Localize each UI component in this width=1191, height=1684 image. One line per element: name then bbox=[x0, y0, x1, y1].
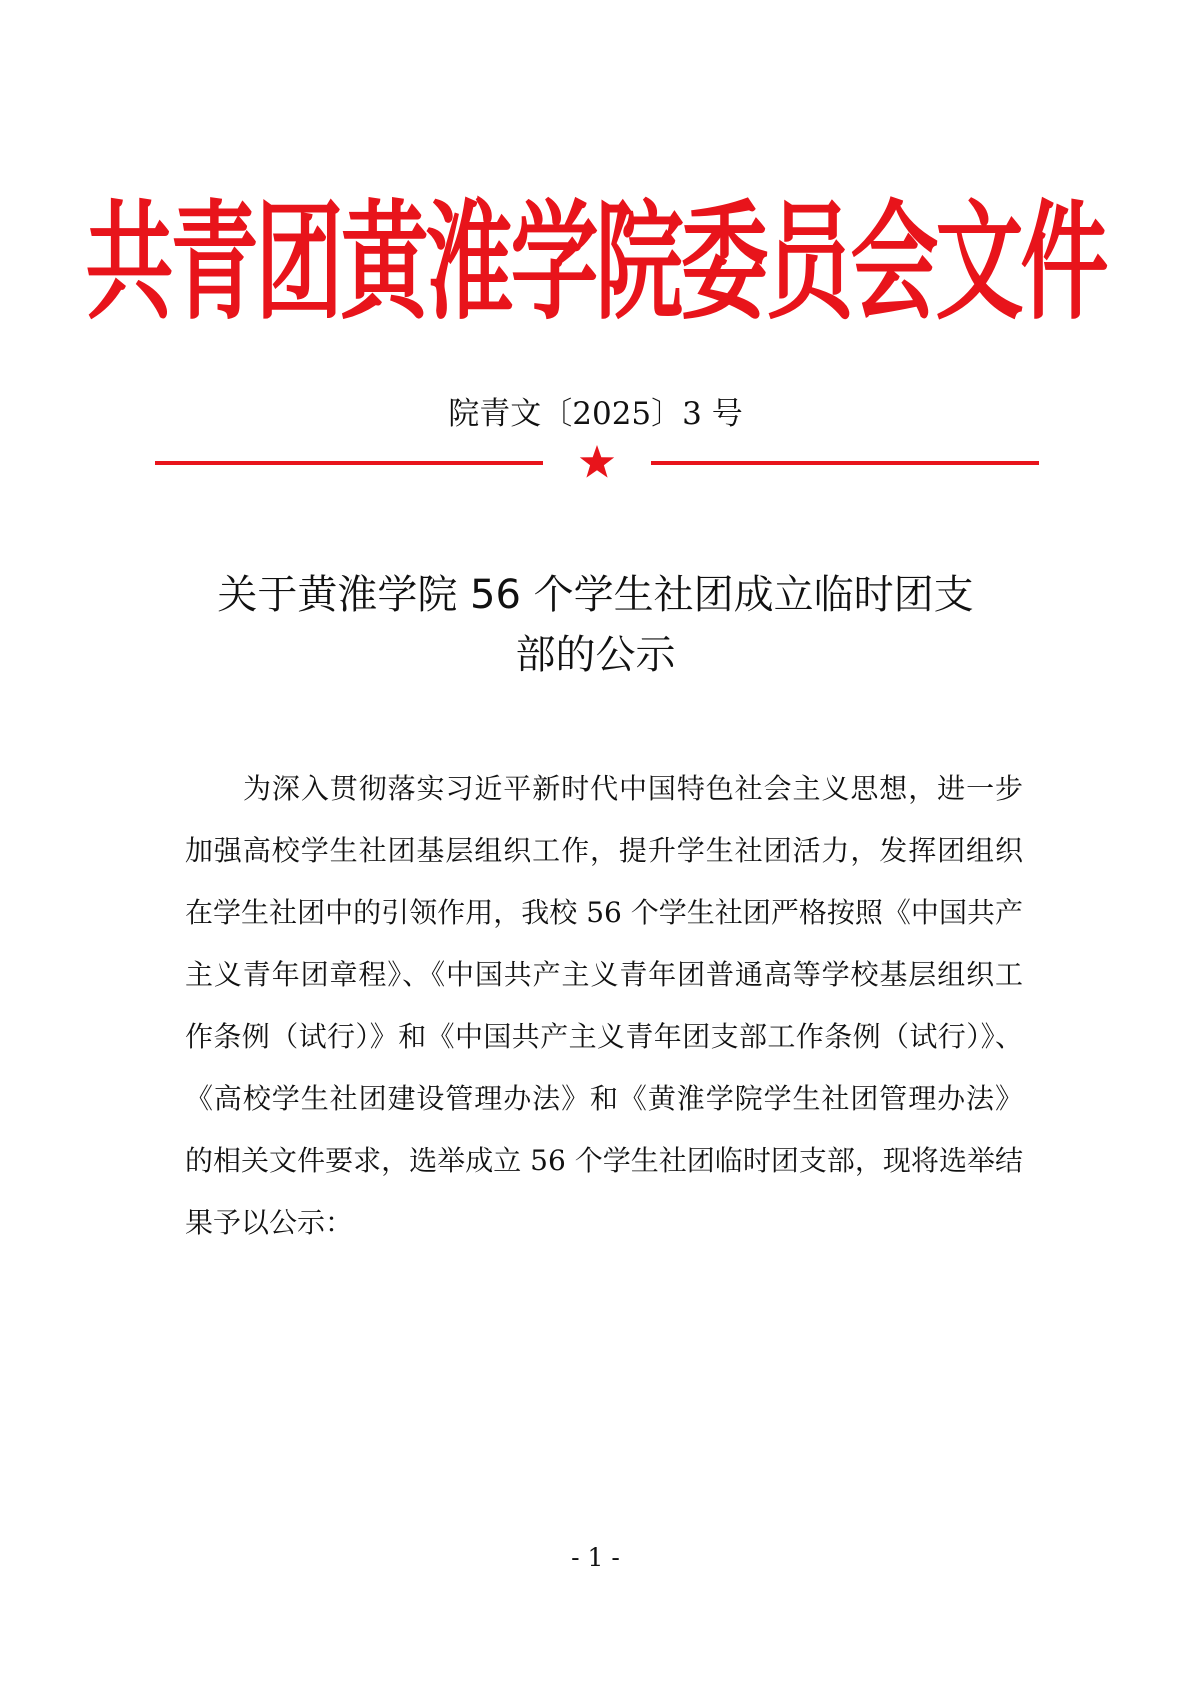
notice-title-line-2: 部的公示 bbox=[515, 632, 676, 678]
masthead-title bbox=[0, 188, 1191, 338]
page-number: - 1 - bbox=[571, 1543, 620, 1572]
masthead-text: 共青团黄淮学院委员会文件 bbox=[85, 187, 1106, 337]
document-number: 院青文〔2025〕3 号 bbox=[448, 396, 743, 432]
divider-left-line bbox=[155, 461, 543, 465]
body-paragraph: 为深入贯彻落实习近平新时代中国特色社会主义思想，进一步加强高校学生社团基层组织工作，提升学生社团活力，发挥团组织在学生社团中的引领作用，我校 56 个学生社团严格按照《中国共产主义青年团章程》、《中国共产主义青年团普通高等学校基层组织工作条例（试行）》和《中国共产主义青年团支部工作条例（试行）》、《高校学生社团建设管理办法》和《黄淮学院学生社团管理办法》的相关文件要求，选举成立 56 个学生社团临时团支部，现将选举结果予以公示： bbox=[185, 772, 1023, 1239]
red-divider bbox=[155, 445, 1039, 481]
divider-right-line bbox=[651, 461, 1039, 465]
notice-title bbox=[150, 565, 1041, 685]
notice-title-line-1: 关于黄淮学院 56 个学生社团成立临时团支 bbox=[217, 572, 974, 618]
star-icon bbox=[580, 445, 614, 478]
